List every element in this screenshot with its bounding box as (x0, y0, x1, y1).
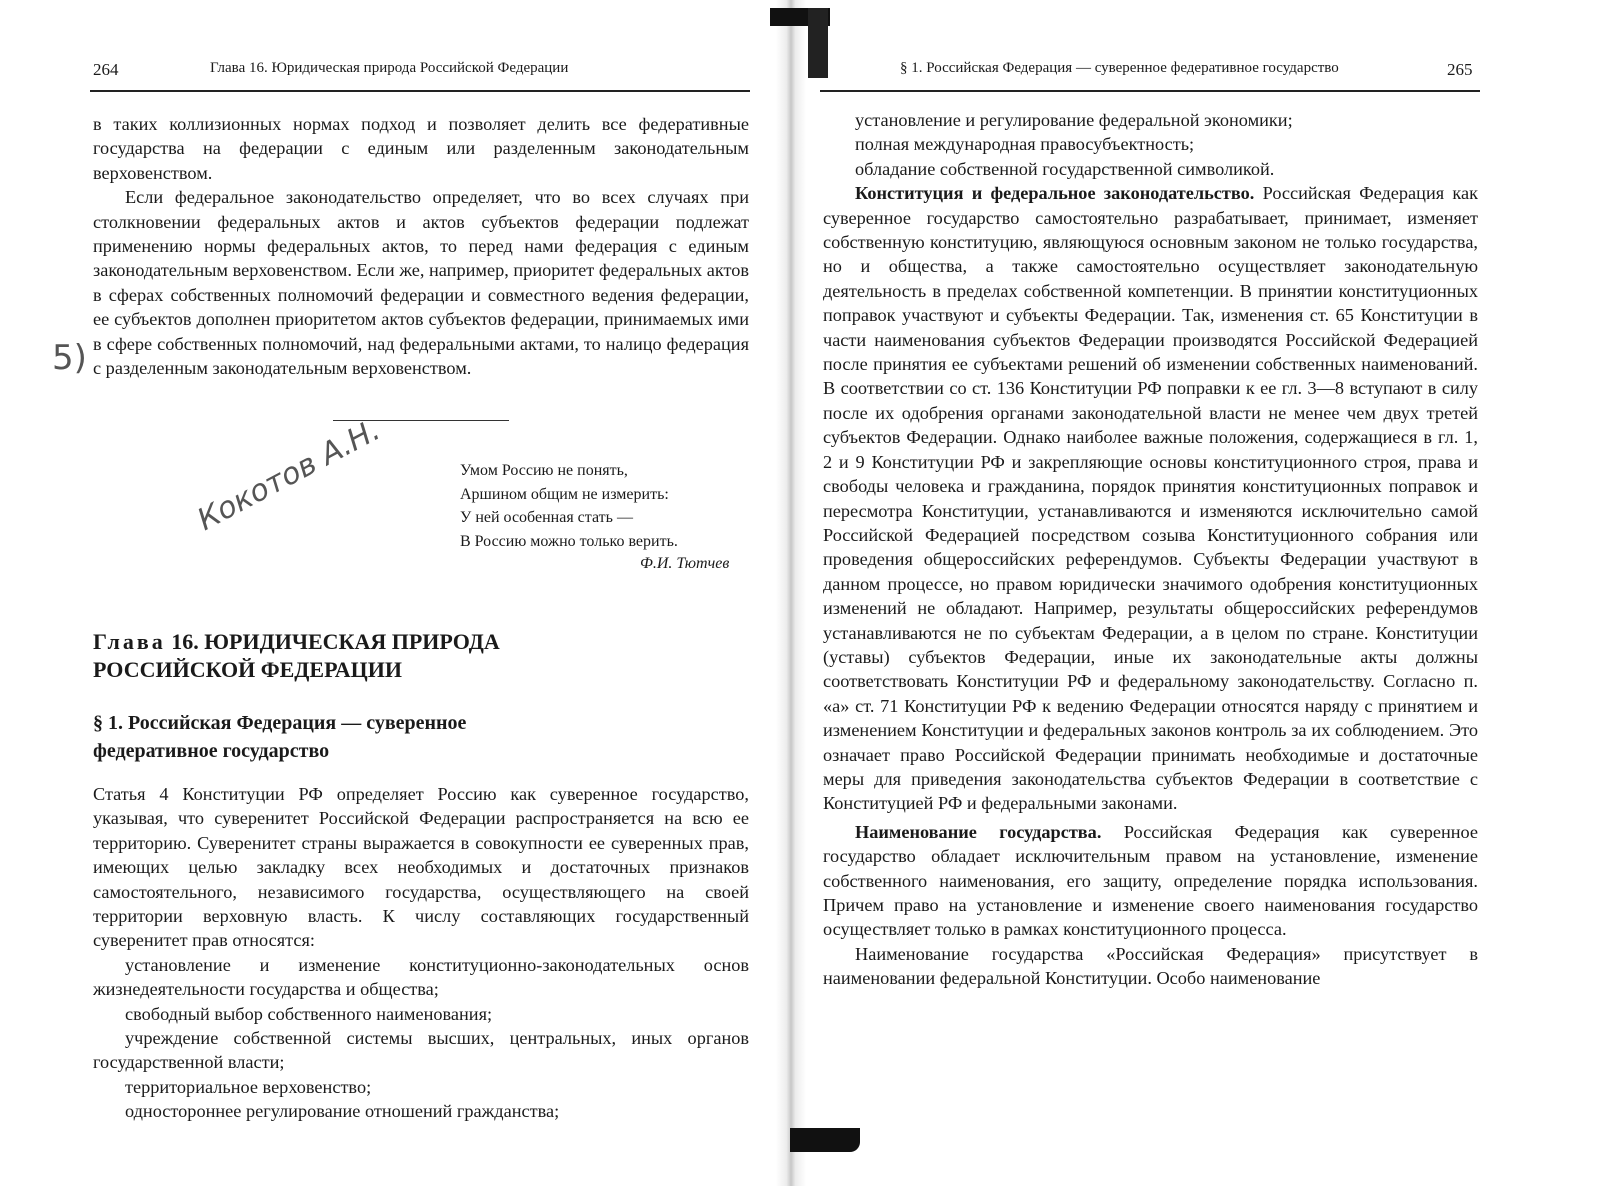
section-title-line: федеративное государство (93, 740, 330, 762)
section-title (93, 709, 466, 765)
body-text (93, 112, 749, 380)
header-rule (820, 90, 1480, 92)
section-body (93, 782, 749, 1124)
handwritten-mark: 5) (52, 338, 87, 378)
chapter-title (93, 628, 500, 684)
paragraph: в таких коллизионных нормах подход и позволяет делить все федеративные государства на федерации с единым или разделенным законодательным верховенством. (93, 114, 749, 183)
list-item: свободный выбор собственного наименования; (125, 1003, 493, 1024)
list-item: одностороннее регулирование отношений гражданства; (125, 1101, 560, 1122)
list-item: территориальное верховенство; (125, 1076, 372, 1097)
epigraph-line: В Россию можно только верить. (460, 532, 678, 550)
chapter-title-line: РОССИЙСКОЙ ФЕДЕРАЦИИ (93, 657, 402, 682)
epigraph-line: У ней особенная стать — (460, 509, 633, 526)
running-head: Глава 16. Юридическая природа Российской Федерации (210, 60, 569, 76)
right-page (790, 0, 1600, 1186)
paragraph (823, 820, 1478, 942)
left-page (0, 0, 790, 1186)
running-head: § 1. Российская Федерация — суверенное федеративное государство (900, 60, 1339, 76)
header-rule (90, 90, 750, 92)
paragraph: Наименование государства «Российская Федерация» присутствует в наименовании федеральной Конституции. Особо наименование (823, 943, 1478, 989)
epigraph-line: Аршином общим не измерить: (460, 485, 669, 503)
separator-line (333, 420, 509, 421)
rights-list-continued (823, 108, 1478, 181)
paragraph-text: Российская Федерация как суверенное государство самостоятельно разрабатывает, принимает, изменяет собственную конституцию, являющуюся основным законом не только государства, но и общества, а также самостоятельно осуществляет законодательную деятельность в пределах собственной компетенции. В принятии конституционных поправок участвуют и субъекты Федерации. Так, изменения ст. 65 Конституции в части наименования субъектов Федерации производятся Российской Федерацией после принятия ее субъектами решений об изменении собственных наименований. В соответствии со ст. 136 Конституции РФ поправки к ее гл. 3—8 вступают в силу после их одобрения органами законодательной власти не менее чем двух третей субъектов Федерации. Однако наиболее важные положения, содержащиеся в гл. 1, 2 и 9 Конституции РФ и закрепляющие основы конституционного строя, права и свободы человека и гражданина, порядок принятия конституционных поправок и пересмотра Конституции, устанавливаются и изменяются исключительно самой Российской Федерацией посредством созыва Конституционного собрания или проведения общероссийских референдумов. Субъекты Федерации участвуют в данном процессе, но правом юридически значимого одобрения конституционных изменений не обладают. Например, результаты общероссийских референдумов устанавливаются не по субъектам Федерации, а в целом по стране. Конституции (уставы) субъектов Федерации, иные их законодательные акты должны соответствовать Конституции РФ и федеральному законодательству. Согласно п. «а» ст. 71 Конституции РФ к ведению Федерации относятся наряду с принятием и изменением Конституции и федеральных законов контроль за их соблюдением. Это означает право Российской Федерации принимать необходимые и достаточные меры для приведения законодательства субъектов Федерации в соответствие с Конституцией РФ и федеральными законами. (823, 183, 1478, 814)
paragraph (823, 181, 1478, 816)
paragraph: Статья 4 Конституции РФ определяет Россию как суверенное государство, указывая, что суверенитет Российской Федерации распространяется на всю ее территорию. Суверенитет страны выражается в совокупности ее суверенных прав, имеющих целью закладку всех необходимых и достаточных признаков самостоятельного, независимого государства, осуществляющего на своей территории верховную власть. К числу составляющих государственный суверенитет прав относятся: (93, 784, 749, 951)
epigraph (460, 459, 678, 553)
page-number: 265 (1447, 60, 1473, 79)
epigraph-line: Умом Россию не понять, (460, 462, 628, 479)
rights-list (93, 953, 749, 1124)
list-item: полная международная правосубъектность; (855, 134, 1195, 155)
body-text (823, 108, 1478, 991)
list-item: обладание собственной государственной символикой. (855, 158, 1275, 179)
epigraph-author: Ф.И. Тютчев (640, 555, 730, 572)
section-title-line: § 1. Российская Федерация — суверенное (93, 712, 467, 734)
chapter-label: Глава (93, 629, 166, 654)
list-item: учреждение собственной системы высших, центральных, иных органов государственной власти; (93, 1028, 749, 1073)
list-item: установление и изменение конституционно-законодательных основ жизнедеятельности государства и общества; (93, 954, 749, 1000)
paragraph-text: Российская Федерация как суверенное государство обладает исключительным правом на установление, изменение собственного наименования, его защиту, определение порядка использования. Причем право на установление и изменение своего наименования государство осуществляет только в рамках конституционного процесса. (823, 821, 1478, 940)
list-item: установление и регулирование федеральной экономики; (855, 110, 1293, 130)
handwritten-signature: Кокотов А.Н. (191, 412, 386, 538)
page-number: 264 (93, 60, 119, 79)
paragraph: Если федеральное законодательство определяет, что во всех случаях при столкновении федеральных актов и актов субъектов федерации подлежат применению нормы федеральных актов, то перед нами федерация с единым законодательным верховенством. Если же, например, приоритет федеральных актов в сферах собственных полномочий федерации и совместного ведения федерации, ее субъектов дополнен приоритетом актов субъектов федерации, принимаемых ими в сфере собственных полномочий, над федеральными актами, то налицо федерация с разделенным законодательным верховенством. (93, 187, 749, 379)
chapter-title-line: 16. ЮРИДИЧЕСКАЯ ПРИРОДА (171, 629, 500, 654)
paragraph-heading: Конституция и федеральное законодательство. (855, 183, 1255, 204)
paragraph-heading: Наименование государства. (855, 821, 1102, 842)
